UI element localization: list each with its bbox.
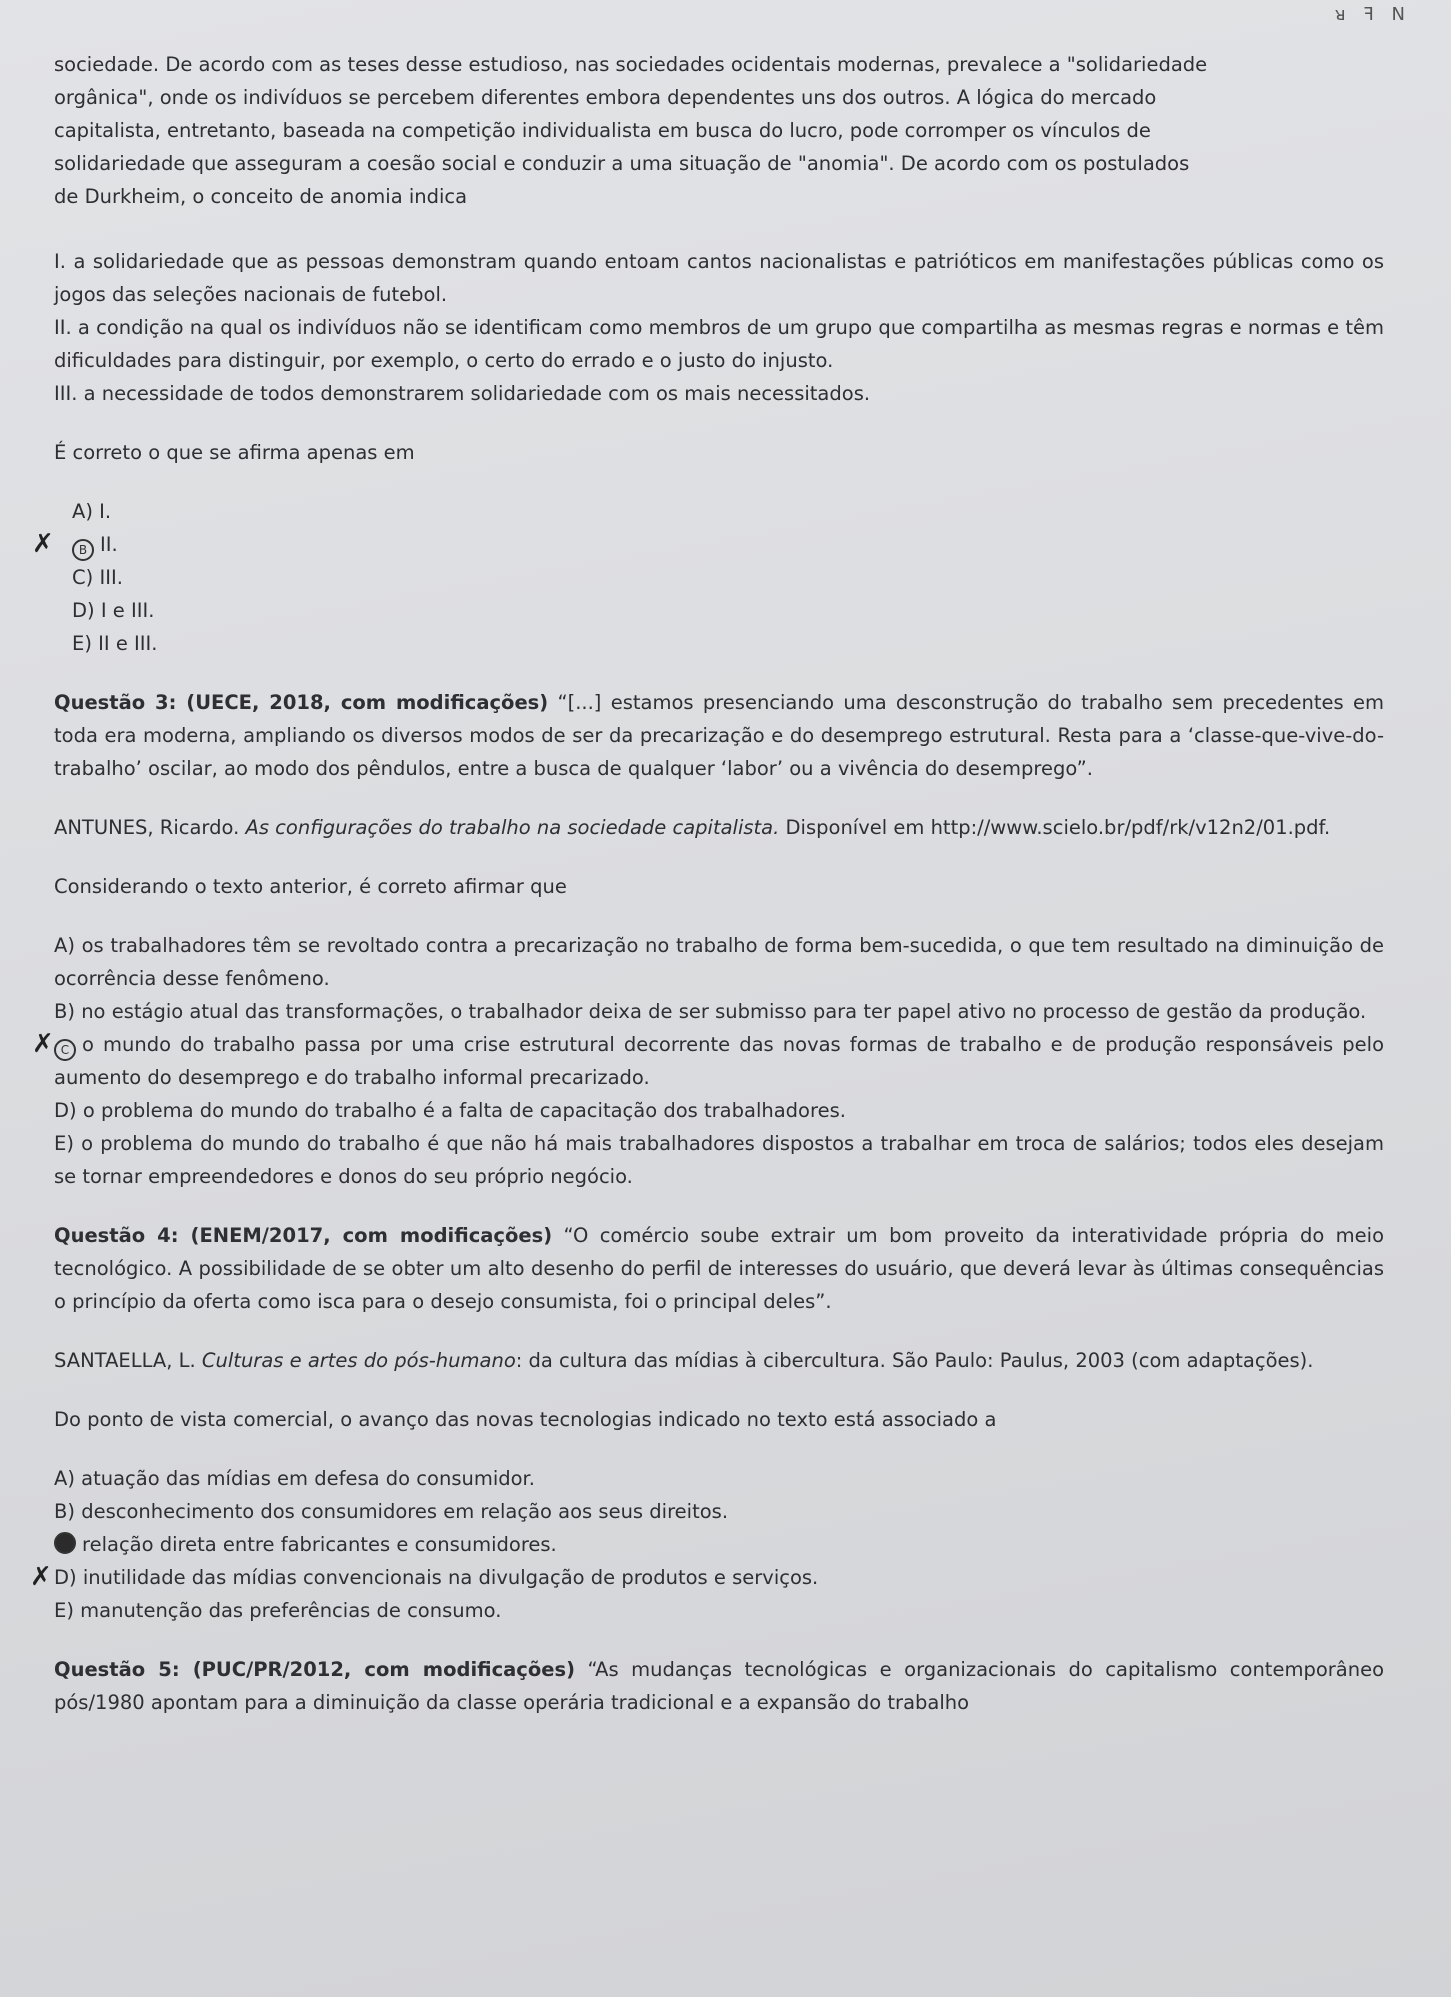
- intro-line-2: orgânica", onde os indivíduos se percebem diferentes embora dependentes uns dos outros. A lógica do mercado: [54, 86, 1157, 109]
- q4-option-a: A) atuação das mídias em defesa do consumidor.: [54, 1467, 535, 1490]
- statement-3: III. a necessidade de todos demonstrarem solidariedade com os mais necessitados.: [54, 382, 871, 405]
- q4-option-c: relação direta entre fabricantes e consumidores.: [54, 1528, 1384, 1561]
- question-3-reference: ANTUNES, Ricardo. As configurações do trabalho na sociedade capitalista. Disponível em http://www.scielo.br/pdf/rk/v12n2/01.pdf.: [54, 816, 1331, 839]
- q4-option-d: ✗ D) inutilidade das mídias convencionais na divulgação de produtos e serviços.: [30, 1562, 819, 1592]
- question-4-quote: “O comércio soube extrair um bom proveito da interatividade própria do meio tecnológico. A possibilidade de se obter um alto desenho do perfil de interesses do usuário, que deverá levar às últimas consequências o princípio da oferta como isca para o desejo consumista, foi o principal deles”.: [54, 1224, 1385, 1313]
- statement-2: II. a condição na qual os indivíduos não se identificam como membros de um grupo que compartilha as mesmas regras e normas e têm dificuldades para distinguir, por exemplo, o certo do errado e o justo do injusto.: [54, 316, 1384, 372]
- cross-mark-icon: ✗: [30, 1562, 52, 1592]
- question-4-text: [54, 1219, 1384, 1318]
- q3-option-b: B) no estágio atual das transformações, o trabalhador deixa de ser submisso para ter papel ativo no processo de gestão da produção.: [54, 1000, 1367, 1023]
- cross-mark-icon: ✗: [32, 1029, 54, 1059]
- question-3-prompt: Considerando o texto anterior, é correto afirmar que: [54, 875, 567, 898]
- question-3-heading: Questão 3: (UECE, 2018, com modificações): [54, 691, 549, 714]
- question-3-text: [54, 686, 1384, 785]
- intro-option-d: D) I e III.: [72, 599, 155, 622]
- intro-options: [32, 495, 1384, 660]
- intro-paragraph: [54, 48, 1384, 213]
- q3-option-e: E) o problema do mundo do trabalho é que não há mais trabalhadores dispostos a trabalhar em troca de salários; todos eles desejam se tornar empreendedores e donos do seu próprio negócio.: [54, 1132, 1384, 1188]
- question-4-options: [30, 1462, 1384, 1627]
- q4-option-e: E) manutenção das preferências de consumo.: [54, 1599, 502, 1622]
- question-5-heading: Questão 5: (PUC/PR/2012, com modificações): [54, 1658, 576, 1681]
- q3-option-d: D) o problema do mundo do trabalho é a falta de capacitação dos trabalhadores.: [54, 1099, 846, 1122]
- question-3-quote: “[...] estamos presenciando uma desconstrução do trabalho sem precedentes em toda era moderna, ampliando os diversos modos de ser da precarização e do desemprego estrutural. Resta para a ‘classe-que-vive-do-trabalho’ oscilar, ao modo dos pêndulos, entre a busca de qualquer ‘labor’ ou a vivência do desemprego”.: [54, 691, 1384, 780]
- question-4-heading: Questão 4: (ENEM/2017, com modificações): [54, 1224, 553, 1247]
- intro-line-3: capitalista, entretanto, baseada na competição individualista em busca do lucro, pode corromper os vínculos de: [54, 119, 1151, 142]
- intro-line-5: de Durkheim, o conceito de anomia indica: [54, 185, 468, 208]
- q4-option-b: B) desconhecimento dos consumidores em relação aos seus direitos.: [54, 1500, 729, 1523]
- document-page: [30, 48, 1385, 1719]
- question-4-reference: SANTAELLA, L. Culturas e artes do pós-humano: da cultura das mídias à cibercultura. São Paulo: Paulus, 2003 (com adaptações).: [54, 1349, 1314, 1372]
- question-4-prompt: Do ponto de vista comercial, o avanço das novas tecnologias indicado no texto está associado a: [54, 1408, 997, 1431]
- intro-prompt: É correto o que se afirma apenas em: [54, 441, 415, 464]
- intro-option-a: A) I.: [72, 500, 112, 523]
- intro-line-1: sociedade. De acordo com as teses desse estudioso, nas sociedades ocidentais modernas, prevalece a "solidariedade: [54, 53, 1208, 76]
- q3-option-c: ✗ C o mundo do trabalho passa por uma crise estrutural decorrente das novas formas de trabalho e de produção responsáveis pelo aumento do desemprego e do trabalho informal precarizado.: [32, 1029, 1384, 1089]
- question-3-options: [32, 929, 1384, 1193]
- question-5-quote: “As mudanças tecnológicas e organizacionais do capitalismo contemporâneo pós/1980 apontam para a diminuição da classe operária tradicional e a expansão do trabalho: [54, 1658, 1385, 1714]
- intro-line-4: solidariedade que asseguram a coesão social e conduzir a uma situação de "anomia". De acordo com os postulados: [54, 152, 1190, 175]
- intro-option-e: E) II e III.: [72, 632, 158, 655]
- selected-circle-icon: C: [54, 1039, 76, 1061]
- intro-option-b: ✗ B II.: [32, 529, 118, 559]
- cross-mark-icon: ✗: [32, 529, 54, 559]
- filled-circle-icon: [54, 1532, 76, 1554]
- question-5-text: [54, 1653, 1384, 1719]
- selected-circle-icon: B: [72, 539, 94, 561]
- intro-option-c: C) III.: [72, 566, 123, 589]
- q3-option-a: A) os trabalhadores têm se revoltado contra a precarização no trabalho de forma bem-sucedida, o que tem resultado na diminuição de ocorrência desse fenômeno.: [54, 934, 1384, 990]
- statement-1: I. a solidariedade que as pessoas demonstram quando entoam cantos nacionalistas e patrióticos em manifestações públicas como os jogos das seleções nacionais de futebol.: [54, 250, 1384, 306]
- corner-page-mark: ᴚ ꟻ ꓠ: [1334, 4, 1411, 25]
